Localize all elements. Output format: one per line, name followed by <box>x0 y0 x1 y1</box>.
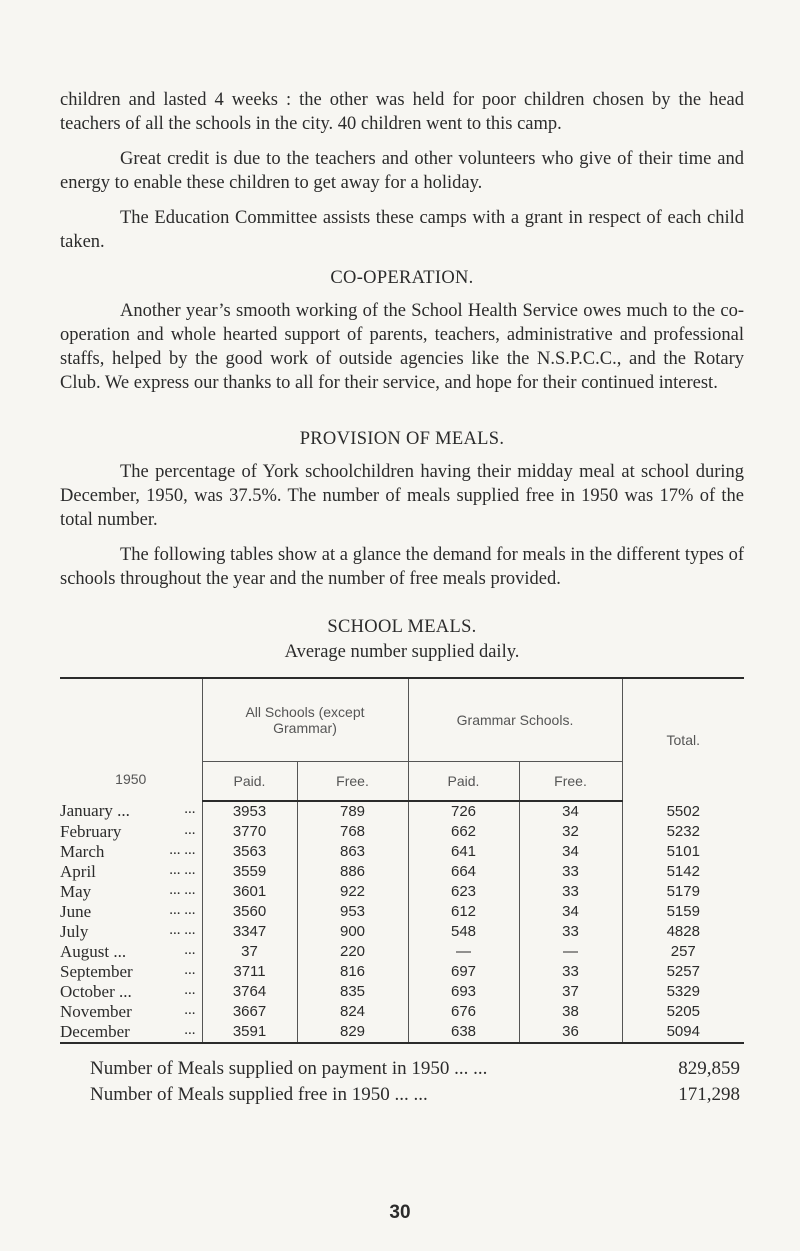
header-paid: Paid. <box>202 762 297 802</box>
paragraph-grant: The Education Committee assists these camps with a grant in respect of each child taken. <box>60 208 744 252</box>
leader-dots: ... <box>184 941 196 958</box>
grammar-free-cell: 36 <box>519 1022 622 1043</box>
school-meals-table <box>60 677 744 1044</box>
leader-dots: ... ... <box>169 861 196 878</box>
page-number: 30 <box>389 1202 411 1223</box>
free-cell: 816 <box>297 962 408 982</box>
total-cell: 5502 <box>622 801 744 822</box>
total-cell: 5232 <box>622 822 744 842</box>
table-row <box>60 1022 744 1043</box>
grammar-paid-cell: 548 <box>408 922 519 942</box>
free-cell: 829 <box>297 1022 408 1043</box>
month-cell <box>60 842 202 862</box>
header-free: Free. <box>297 762 408 802</box>
month-label: April <box>60 861 96 881</box>
summary-free-value: 171,298 <box>678 1083 740 1105</box>
table-row <box>60 922 744 942</box>
table-row <box>60 1002 744 1022</box>
grammar-free-cell: 34 <box>519 902 622 922</box>
grammar-free-cell: 33 <box>519 922 622 942</box>
grammar-free-cell: 37 <box>519 982 622 1002</box>
paragraph-cooperation: Another year’s smooth working of the School Health Service owes much to the co-operation and whole hearted support of parents, teachers, administrative and professional staffs, helped by the good work of outside agencies like the N.S.P.C.C., and the Rotary Club. We express our thanks to all for their service, and hope for their continued interest. <box>60 301 744 393</box>
grammar-free-cell: — <box>519 942 622 962</box>
table-body <box>60 801 744 1043</box>
heading-provision-of-meals: PROVISION OF MEALS. <box>299 429 505 449</box>
table-title: SCHOOL MEALS. <box>327 617 477 637</box>
month-label: June <box>60 901 92 921</box>
summary-free-label: Number of Meals supplied free in 1950 ... ... <box>90 1083 428 1105</box>
table-row <box>60 982 744 1002</box>
grammar-paid-cell: 638 <box>408 1022 519 1043</box>
paragraph-percentage: The percentage of York schoolchildren having their midday meal at school during December, 1950, was 37.5%. The number of meals supplied free in 1950 was 17% of the total number. <box>60 462 744 530</box>
month-label: October ... <box>60 981 132 1001</box>
summary-free <box>60 1082 744 1108</box>
paragraph-camps: children and lasted 4 weeks : the other was held for poor children chosen by the head teachers of all the schools in the city. 40 children went to this camp. <box>60 90 744 134</box>
grammar-free-cell: 34 <box>519 801 622 822</box>
total-cell: 257 <box>622 942 744 962</box>
free-cell: 886 <box>297 862 408 882</box>
grammar-free-cell: 38 <box>519 1002 622 1022</box>
grammar-paid-cell: 676 <box>408 1002 519 1022</box>
free-cell: 789 <box>297 801 408 822</box>
total-cell: 5329 <box>622 982 744 1002</box>
summary-paid-label: Number of Meals supplied on payment in 1950 ... ... <box>90 1057 488 1079</box>
free-cell: 953 <box>297 902 408 922</box>
grammar-paid-cell: 693 <box>408 982 519 1002</box>
month-label: January ... <box>60 801 130 821</box>
free-cell: 768 <box>297 822 408 842</box>
month-cell <box>60 922 202 942</box>
total-cell: 5094 <box>622 1022 744 1043</box>
table-row <box>60 801 744 822</box>
month-label: December <box>60 1021 130 1041</box>
table-row <box>60 882 744 902</box>
table-row <box>60 842 744 862</box>
paid-cell: 3591 <box>202 1022 297 1043</box>
month-cell <box>60 862 202 882</box>
total-cell: 5159 <box>622 902 744 922</box>
month-label: August ... <box>60 941 127 961</box>
month-cell <box>60 982 202 1002</box>
paragraph-credit: Great credit is due to the teachers and other volunteers who give of their time and energy to enable these children to get away for a holiday. <box>60 149 744 193</box>
paragraph-tables-intro: The following tables show at a glance the demand for meals in the different types of schools throughout the year and the number of free meals provided. <box>60 545 744 589</box>
leader-dots: ... <box>184 981 196 998</box>
table-subtitle: Average number supplied daily. <box>284 642 520 662</box>
month-cell <box>60 882 202 902</box>
total-cell: 5257 <box>622 962 744 982</box>
grammar-free-cell: 33 <box>519 882 622 902</box>
leader-dots: ... <box>184 821 196 838</box>
table-row <box>60 962 744 982</box>
document-page <box>60 88 744 1108</box>
paid-cell: 3563 <box>202 842 297 862</box>
grammar-free-cell: 33 <box>519 862 622 882</box>
leader-dots: ... ... <box>169 901 196 918</box>
paid-cell: 3601 <box>202 882 297 902</box>
paid-cell: 3559 <box>202 862 297 882</box>
meals-summary <box>60 1056 744 1108</box>
header-grammar-schools: Grammar Schools. <box>408 678 622 762</box>
grammar-paid-cell: 623 <box>408 882 519 902</box>
month-label: September <box>60 961 133 981</box>
month-cell <box>60 942 202 962</box>
table-row <box>60 942 744 962</box>
free-cell: 863 <box>297 842 408 862</box>
month-label: March <box>60 841 105 861</box>
leader-dots: ... ... <box>169 841 196 858</box>
header-total: Total. <box>622 678 744 801</box>
month-label: November <box>60 1001 132 1021</box>
grammar-free-cell: 34 <box>519 842 622 862</box>
table-row <box>60 902 744 922</box>
header-grammar-paid: Paid. <box>408 762 519 802</box>
total-cell: 5205 <box>622 1002 744 1022</box>
grammar-free-cell: 32 <box>519 822 622 842</box>
table-row <box>60 822 744 842</box>
total-cell: 5101 <box>622 842 744 862</box>
month-cell <box>60 822 202 842</box>
paid-cell: 3953 <box>202 801 297 822</box>
month-cell <box>60 801 202 822</box>
leader-dots: ... ... <box>169 921 196 938</box>
leader-dots: ... ... <box>169 881 196 898</box>
grammar-paid-cell: 664 <box>408 862 519 882</box>
month-label: February <box>60 821 122 841</box>
paid-cell: 3764 <box>202 982 297 1002</box>
month-label: July <box>60 921 89 941</box>
header-all-schools: All Schools (except Grammar) <box>202 678 408 762</box>
free-cell: 922 <box>297 882 408 902</box>
total-cell: 5179 <box>622 882 744 902</box>
grammar-paid-cell: 612 <box>408 902 519 922</box>
paid-cell: 3347 <box>202 922 297 942</box>
month-cell <box>60 902 202 922</box>
table-row <box>60 862 744 882</box>
leader-dots: ... <box>184 1001 196 1018</box>
header-year: 1950 <box>115 771 147 787</box>
leader-dots: ... <box>184 801 196 818</box>
total-cell: 5142 <box>622 862 744 882</box>
leader-dots: ... <box>184 1021 196 1038</box>
summary-paid-value: 829,859 <box>678 1057 740 1079</box>
free-cell: 900 <box>297 922 408 942</box>
leader-dots: ... <box>184 961 196 978</box>
month-cell <box>60 962 202 982</box>
grammar-paid-cell: 662 <box>408 822 519 842</box>
heading-cooperation: CO-OPERATION. <box>330 268 474 288</box>
paid-cell: 3667 <box>202 1002 297 1022</box>
month-cell <box>60 1002 202 1022</box>
paid-cell: 3770 <box>202 822 297 842</box>
grammar-paid-cell: — <box>408 942 519 962</box>
paid-cell: 3711 <box>202 962 297 982</box>
grammar-paid-cell: 697 <box>408 962 519 982</box>
header-grammar-free: Free. <box>519 762 622 802</box>
grammar-paid-cell: 641 <box>408 842 519 862</box>
month-cell <box>60 1022 202 1043</box>
month-label: May <box>60 881 92 901</box>
free-cell: 835 <box>297 982 408 1002</box>
free-cell: 824 <box>297 1002 408 1022</box>
total-cell: 4828 <box>622 922 744 942</box>
paid-cell: 37 <box>202 942 297 962</box>
grammar-free-cell: 33 <box>519 962 622 982</box>
summary-paid <box>60 1056 744 1082</box>
free-cell: 220 <box>297 942 408 962</box>
paid-cell: 3560 <box>202 902 297 922</box>
grammar-paid-cell: 726 <box>408 801 519 822</box>
